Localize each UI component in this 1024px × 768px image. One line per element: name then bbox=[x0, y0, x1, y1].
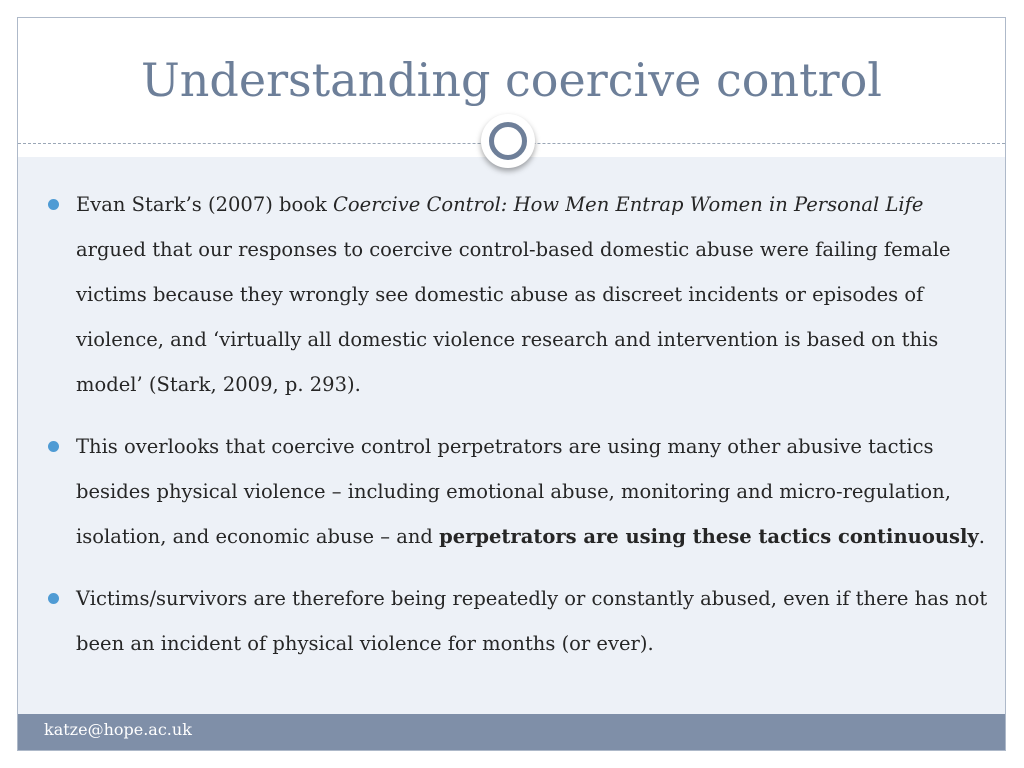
slide bbox=[17, 17, 1006, 751]
bullet-1-text-end: argued that our responses to coercive control-based domestic abuse were failing female victims because they wrongly see domestic abuse as discreet incidents or episodes of violence, and ‘virtually all domestic violence research and intervention is based on this model’ (Stark, 2009, p. 293). bbox=[76, 238, 951, 396]
bullet-2-text-end: . bbox=[978, 525, 985, 548]
bullet-item-3 bbox=[48, 576, 988, 666]
bullet-item-1 bbox=[48, 182, 988, 407]
bullet-1-text-start: Evan Stark’s (2007) book bbox=[76, 193, 334, 216]
bullet-1-book-title: Coercive Control: How Men Entrap Women in Personal Life bbox=[333, 193, 924, 216]
circle-ornament-inner bbox=[489, 122, 527, 160]
bullet-dot-icon bbox=[48, 441, 59, 452]
circle-ornament-icon bbox=[481, 114, 535, 168]
bullet-dot-icon bbox=[48, 593, 59, 604]
slide-title: Understanding coercive control bbox=[141, 53, 882, 107]
bullet-2-emphasis: perpetrators are using these tactics continuously bbox=[439, 525, 979, 548]
bullet-dot-icon bbox=[48, 199, 59, 210]
bullet-3-text: Victims/survivors are therefore being repeatedly or constantly abused, even if there has not been an incident of physical violence for months (or ever). bbox=[76, 587, 988, 655]
footer-email: katze@hope.ac.uk bbox=[44, 720, 192, 739]
bullet-list bbox=[48, 182, 988, 683]
footer-bar bbox=[18, 714, 1005, 750]
bullet-item-2 bbox=[48, 424, 988, 559]
bullet-2-text-start: This overlooks that coercive control perpetrators are using many other abusive tactics besides physical violence – including emotional abuse, monitoring and micro-regulation, isolation, and economic abuse – and bbox=[76, 435, 951, 548]
